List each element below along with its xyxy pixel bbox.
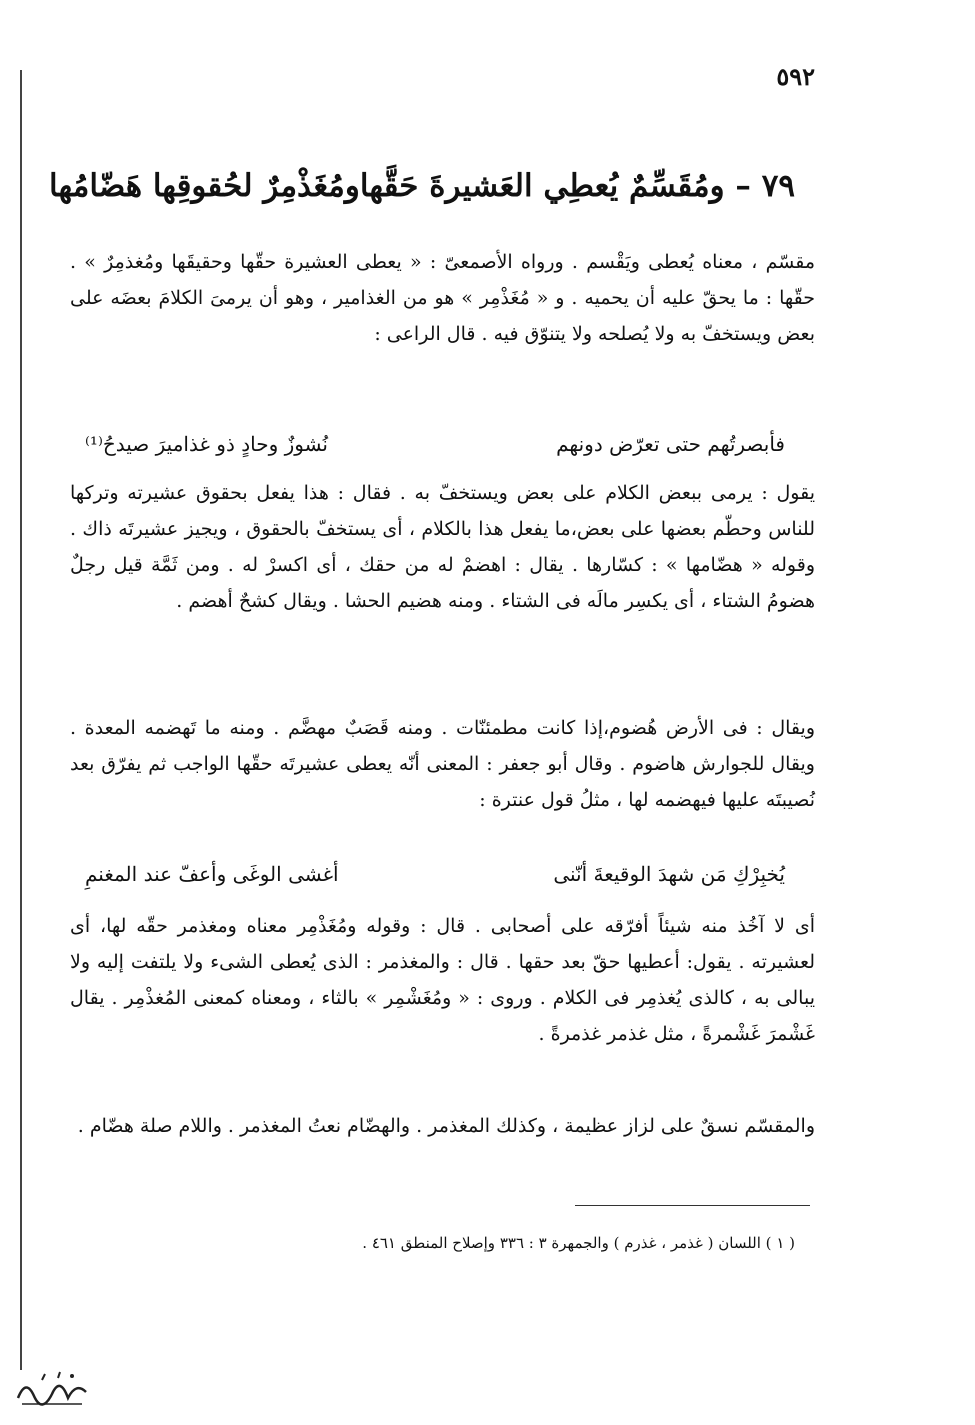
commentary-paragraph: مقسّم ، معناه يُعطى ويَقْسم . ورواه الأصمعىّ : « يعطى العشيرة حقّها وحقيقَها ومُغذمِرٌ » . حقّها : ما يحقّ عليه أن يحميه . و « مُغَذْمِر » هو من الغذامير ، وهو أن يرمىَ الكلامَ بعضَه على بعض ويستخفّ به ولا يُصلحه ولا يتنوّق فيه . قال الراعى :: [70, 251, 815, 345]
poem-line: [85, 432, 785, 456]
poem-second-hemistich: نُشوزٌ وحادٍ ذو غذاميرَ صيدحُ⁽¹⁾: [85, 432, 329, 456]
commentary-paragraph: ويقال : فى الأرض هُضوم،إذا كانت مطمئنّات . ومنه قَصَبٌ مهضَّم . ومنه ما تَهضمه المعدة . ويقال للجوارش هاضوم . وقال أبو جعفر : المعنى أنّه يعطى عشيرتَه حقّها الواجب ثم يفرّق بعد نُصيبتَه عليها فيهضمه لها ، مثلُ قول عنترة :: [70, 717, 815, 811]
commentary-paragraph: أى لا آخُذ منه شيئاً أفرّقه على أصحابى . قال : وقوله ومُغَذْمِر معناه ومغذمر حقّه لها، أى لعشيرته . يقول: أعطيها حقّ بعد حقها . قال : والمغذمر : الذى يُعطى الشىء ولا يلتفت إليه ولا يبالى به ، كالذى يُغذمِر فى الكلام . وروى : « ومُغَشْمِر » بالثاء ، ومعناه كمعنى المُغذْمِر . يقال غَشْمرَ غَشْمرةً ، مثل غذمر غذمرةً .: [70, 915, 815, 1045]
poem-first-hemistich: يُخبِرْكِ مَن شهدَ الوقيعةَ أنّنى: [553, 862, 785, 886]
verse-heading: [49, 168, 795, 204]
verse-second-hemistich: ومُغَذْمِرٌ لحُقوقِها هَضّامُها: [49, 168, 360, 204]
poem-first-hemistich: فأبصرتُهم حتى تعرّض دونهم: [556, 432, 785, 456]
commentary-paragraph: يقول : يرمى ببعض الكلام على بعض ويستخفّ به . فقال : هذا يفعل بحقوق عشيرته وتركها للناس وحطّم بعضها على بعض،ما يفعل هذا بالكلام ، أى يستخفّ بالحقوق ، ويجيز عشيرتَه ذاك . وقوله « هضّامها » : كسّارها . يقال : اهضمْ له من حقك ، أى اكسرْ له . ومن ثَمَّة قيل رجلٌ هضومُ الشتاء ، أى يكسِر مالَه فى الشتاء . ومنه هضيم الحشا . ويقال كشحٌ أهضم .: [70, 482, 815, 612]
commentary-paragraph: والمقسّم نسقٌ على لزاز عظيمة ، وكذلك المغذمر . والهضّام نعتُ المغذمر . واللام صلة هضّام .: [77, 1115, 815, 1137]
poem-second-hemistich: أغشى الوغَى وأعفّ عند المغنمِ: [85, 862, 339, 886]
footnote: ( ١ ) اللسان ( غذمر ، غذرم ) والجمهرة ٣ : ٣٣٦ وإصلاح المنطق ٤٦١ .: [362, 1234, 795, 1252]
poem-line: [85, 862, 785, 886]
footnote-divider: [575, 1205, 810, 1206]
watermark-logo: [12, 1368, 92, 1412]
page-number: ٥٩٢: [776, 62, 815, 91]
verse-first-hemistich: ٧٩ – ومُقَسِّمٌ يُعطِي العَشيرةَ حَقَّها: [359, 168, 795, 204]
scan-margin-line: [20, 70, 22, 1370]
